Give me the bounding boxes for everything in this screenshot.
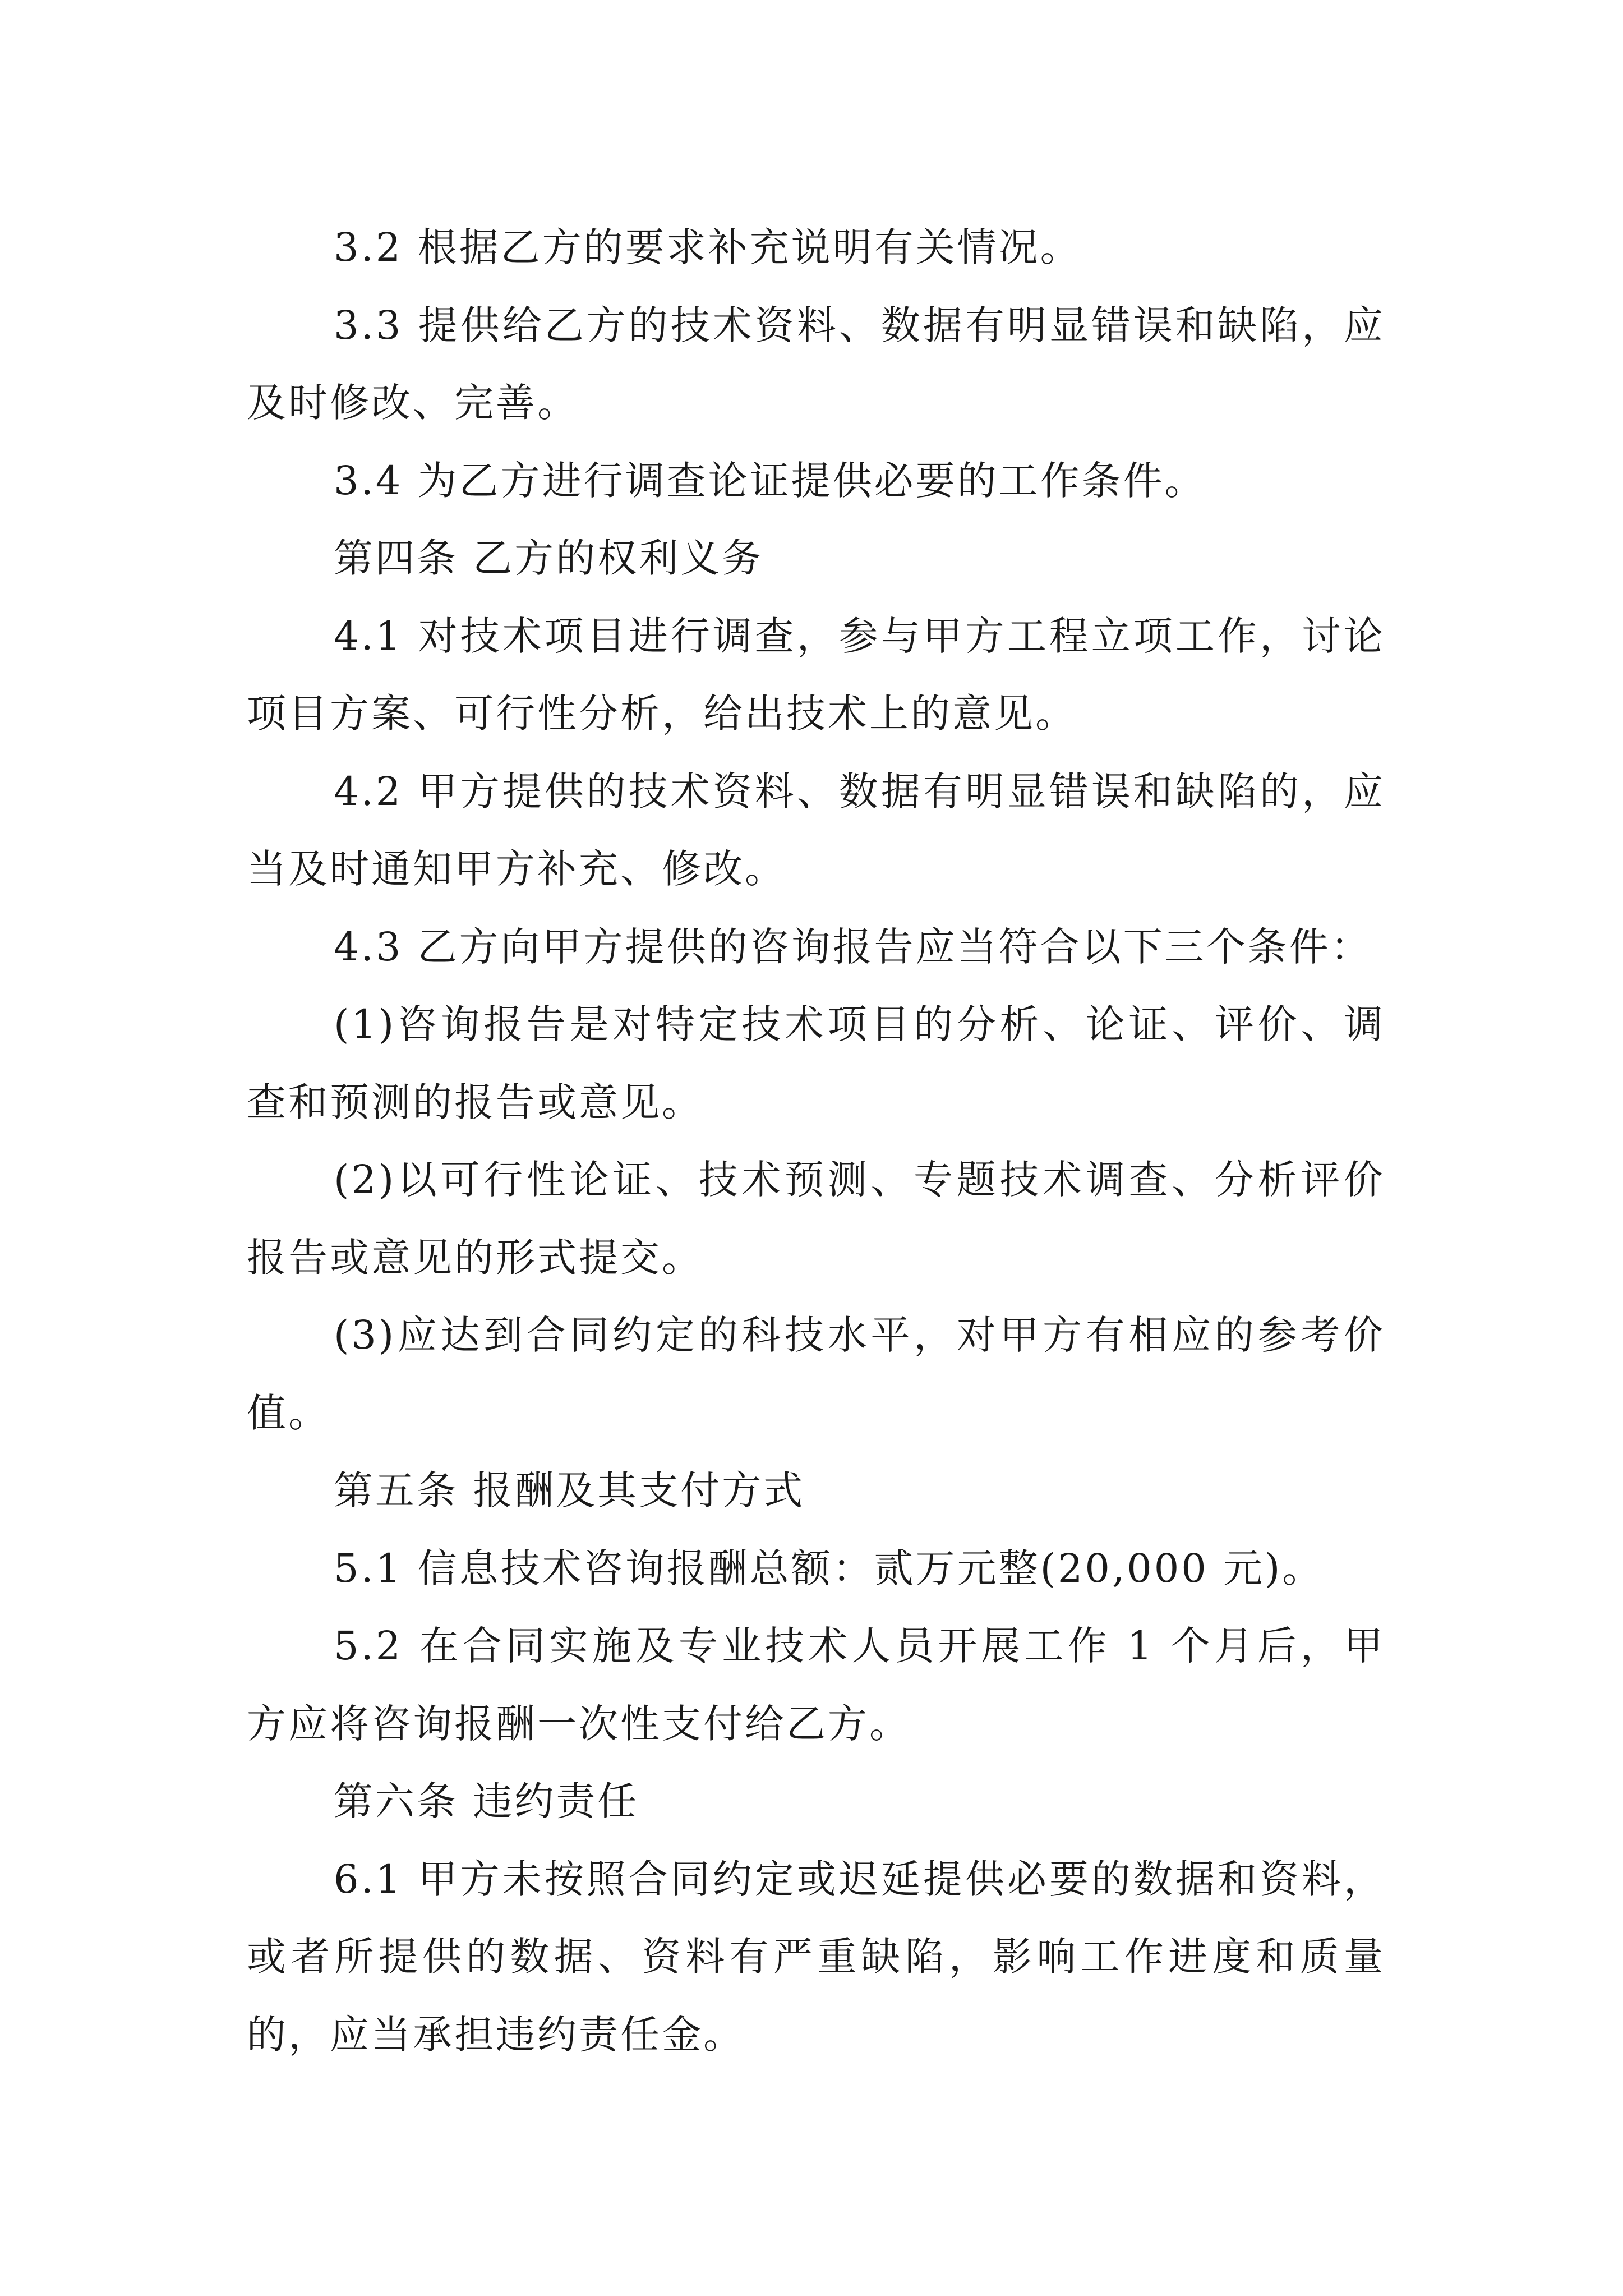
clause-4-1: 4.1 对技术项目进行调查，参与甲方工程立项工作，讨论项目方案、可行性分析，给出技术上的意见。 [247,613,1385,737]
clause-3-3: 3.3 提供给乙方的技术资料、数据有明显错误和缺陷，应及时修改、完善。 [247,302,1385,426]
clause-3-4: 3.4 为乙方进行调查论证提供必要的工作条件。 [334,457,1206,504]
condition-2: (2)以可行性论证、技术预测、专题技术调查、分析评价报告或意见的形式提交。 [247,1157,1385,1281]
article-4-heading: 第四条 乙方的权利义务 [334,535,764,581]
clause-5-1: 5.1 信息技术咨询报酬总额：贰万元整(20,000 元)。 [334,1545,1324,1591]
article-5-heading: 第五条 报酬及其支付方式 [334,1467,805,1513]
article-6-heading: 第六条 违约责任 [334,1778,639,1824]
document-body [247,209,1385,2073]
clause-4-2: 4.2 甲方提供的技术资料、数据有明显错误和缺陷的，应当及时通知甲方补充、修改。 [247,768,1385,892]
condition-3: (3)应达到合同约定的科技水平，对甲方有相应的参考价值。 [247,1312,1385,1436]
clause-5-2: 5.2 在合同实施及专业技术人员开展工作 1 个月后，甲方应将咨询报酬一次性支付给乙方。 [247,1623,1385,1747]
clause-4-3: 4.3 乙方向甲方提供的咨询报告应当符合以下三个条件： [334,923,1372,970]
clause-3-2: 3.2 根据乙方的要求补充说明有关情况。 [334,224,1082,270]
condition-1: (1)咨询报告是对特定技术项目的分析、论证、评价、调查和预测的报告或意见。 [247,1001,1385,1125]
clause-6-1: 6.1 甲方未按照合同约定或迟延提供必要的数据和资料，或者所提供的数据、资料有严重缺陷，影响工作进度和质量的，应当承担违约责任金。 [247,1856,1385,2058]
